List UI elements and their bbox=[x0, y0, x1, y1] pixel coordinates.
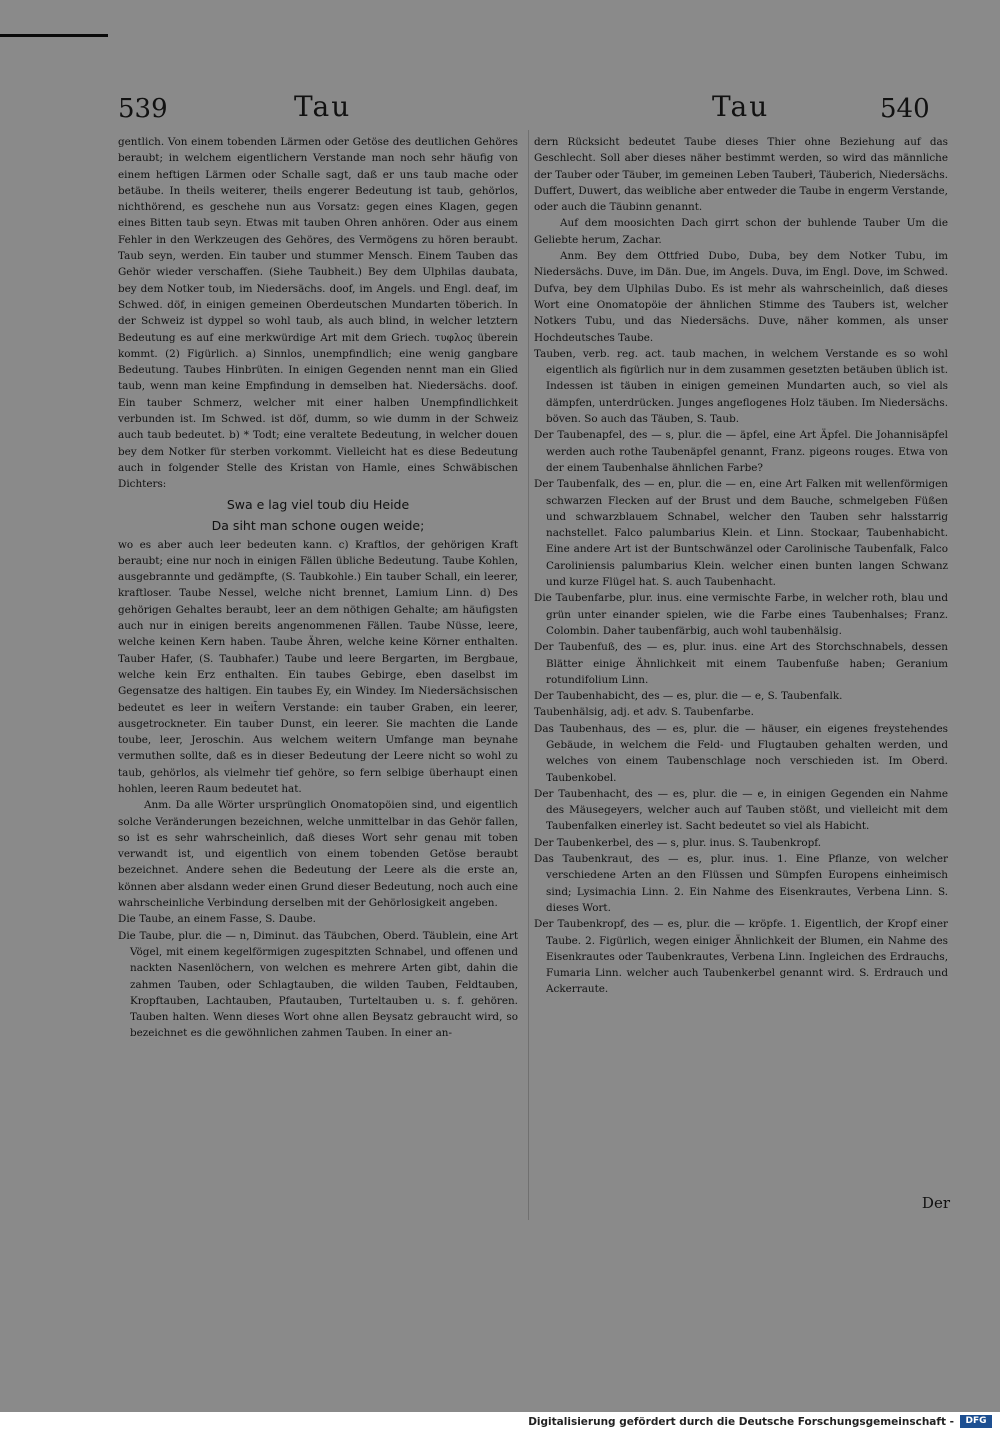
catchword: Der bbox=[921, 1194, 950, 1212]
quote: Auf dem moosichten Dach girrt schon der buhlende Tauber Um die Geliebte herum, Zachar. bbox=[534, 217, 948, 246]
entry: Das Taubenhaus, des — es, plur. die — häuser, ein eigenes freystehendes Gebäude, in welchem die Feld- und Flugtauben gehalten werden, und welches von einem Taubenschlage noch verschieden ist. Im Oberd. Taubenkobel. bbox=[534, 722, 948, 784]
paragraph: wo es aber auch leer bedeuten kann. c) Kraftlos, der gehörigen Kraft beraubt; eine nur noch in einigen Fällen übliche Bedeutung. Taube Kohlen, ausgebrannte und gedämpfte, (S. Taubkohle.) Ein tauber Schall, ein leerer, kraftloser. Taube Nessel, welche nicht brennet, Lamium Linn. d) Des gehörigen Gehaltes beraubt, leer an dem nöthigen Gehalte; am häufigsten auch nur in einigen bereits angenommenen Fällen. Taube Nüsse, leere, welche keinen Kern haben. Taube Ähren, welche keine Körner enthalten. Tauber Hafer, (S. Taubhafer.) Taube und leere Bergarten, im Bergbaue, welche kein Erz enthalten. Ein taubes Gebirge, eben daselbst im Gegensatze des haltigen. Ein taubes Ey, ein Windey. Im Niedersächsischen bedeutet es leer in weit̄ern Verstande: ein tauber Graben, ein leerer, ausgetrockneter. Ein tauber Dunst, ein leerer. Sie machten die Lande toube, leer, Jeroschin. Aus welchem weitern Umfange man beynahe vermuthen sollte, daß es in dieser Bedeutung der Leere nicht so wohl zu taub, gehörlos, als vielmehr tief gehöre, so fern selbige überhaupt einen hohlen, leeren Raum bedeutet hat. bbox=[118, 538, 518, 795]
note-paragraph: Anm. Bey dem Ottfried Dubo, Duba, bey dem Notker Tubu, im Niedersächs. Duve, im Dän. Due, im Angels. Duva, im Engl. Dove, im Schwed. Dufva, bey dem Ulphilas Dubo. Es ist mehr als wahrscheinlich, daß dieses Wort eine Onomatopöie der ähnlichen Stimme des Taubers ist, welcher Notkers Tubu, und das Niedersächs. Duve, näher kommen, als unser Hochdeutsches Taube. bbox=[534, 250, 948, 344]
verse-line: Da siht man schone ougen weide; bbox=[211, 517, 425, 533]
entry: Der Taubenhacht, des — es, plur. die — e, in einigen Gegenden ein Nahme des Mäusegeyers, welcher auch auf Tauben stößt, und vielleicht mit dem Taubenfalken einerley ist. Sacht bedeutet so viel als Habicht. bbox=[534, 787, 948, 833]
dfg-logo-icon: DFG bbox=[960, 1415, 992, 1428]
right-column bbox=[534, 134, 948, 998]
entry: Das Taubenkraut, des — es, plur. inus. 1. Eine Pflanze, von welcher verschiedene Arten an den Flüssen und Sümpfen Europens einheimisch sind; Lysimachia Linn. 2. Ein Nahme des Eisenkrautes, Verbena Linn. S. dieses Wort. bbox=[534, 853, 948, 914]
entry: Tauben, verb. reg. act. taub machen, in welchem Verstande es so wohl eigentlich als figürlich nur in dem zusammen gesetzten betäuben üblich ist. Indessen ist täuben in einigen gemeinen Mundarten auch, so viel als dämpfen, unterdrücken. Junges angeflogenes Holz täuben. Im Niedersächs. böven. So auch das Täuben, S. Taub. bbox=[534, 347, 948, 426]
entry: Der Taubenfuß, des — es, plur. inus. eine Art des Storchschnabels, dessen Blätter einige Ähnlichkeit mit einem Taubenfuße haben; Geranium rotundifolium Linn. bbox=[534, 641, 948, 686]
entry: Die Taube, an einem Fasse, S. Daube. bbox=[118, 913, 316, 926]
entry: Taubenhälsig, adj. et adv. S. Taubenfarbe. bbox=[534, 706, 754, 719]
paragraph: gentlich. Von einem tobenden Lärmen oder Getöse des deutlichen Gehöres beraubt; in welchem eigentlichern Verstande man noch sehr häufig von einem heftigen Lärmen oder Schalle sagt, daß er uns taub mache oder betäube. In theils weiterer, theils engerer Bedeutung ist taub, gehörlos, nichthörend, es geschehe nun aus Vorsatz: gegen eines Klagen, gegen eines Bitten taub seyn. Etwas mit tauben Ohren anhören. Oder aus einem Fehler in den Werkzeugen des Gehöres, des Vermögens zu hören beraubt. Taub seyn, werden. Ein tauber und stummer Mensch. Einem Tauben das Gehör wieder verschaffen. (Siehe Taubheit.) Bey dem Ulphilas daubata, bey dem Notker toub, im Niedersächs. doof, im Angels. und Engl. deaf, im Schwed. döf, in einigen gemeinen Oberdeutschen Mundarten töberich. In der Schweiz ist dyppel so wohl taub, als auch blind, in welcher letztern Bedeutung es auf eine merkwürdige Art mit dem Griech. τυφλος überein kommt. (2) Figürlich. a) Sinnlos, unempfindlich; eine wenig gangbare Bedeutung. Taubes Hinbrüten. In einigen Gegenden nennt man ein Glied taub, wenn man keine Empfindung in demselben hat. Niedersächs. doof. Ein tauber Schmerz, welcher mit einer halben Unempfindlichkeit verbunden ist. Im Schwed. ist döf, dumm, so wie dumm in der Schweiz auch taub bedeutet. b) * Todt; eine veraltete Bedeutung, in welcher douen bey dem Notker für sterben vorkommt. Vielleicht hat es diese Bedeutung auch in folgender Stelle des Kristan von Hamle, eines Schwäbischen Dichters: bbox=[118, 136, 518, 491]
entry: Der Taubenfalk, des — en, plur. die — en, eine Art Falken mit wellenförmigen schwarzen Flecken auf der Brust und dem Bauche, schmelgeben Füßen und schwarzblauem Schnabel, welcher den Tauben sehr halsstarrig nachstellet. Falco palumbarius Klein. et Linn. Stockaar, Taubenhabicht. Eine andere Art ist der Buntschwänzel oder Carolinische Taubenfalk, Falco Caroliniensis palumbarius Klein. welcher einen bunten langen Schwanz und kurze Flügel hat. S. auch Taubenhacht. bbox=[534, 478, 948, 589]
entry: Der Taubenkropf, des — es, plur. die — kröpfe. 1. Eigentlich, der Kropf einer Taube. 2. Figürlich, wegen einiger Ähnlichkeit der Blumen, ein Nahme des Eisenkrautes oder Taubenkrautes, Verbena Linn. Ingleichen des Erdrauchs, Fumaria Linn. welcher auch Taubenkerbel genannt wird. S. Erdrauch und Ackerraute. bbox=[534, 918, 948, 996]
left-column bbox=[118, 134, 518, 1042]
entry: Der Taubenkerbel, des — s, plur. inus. S. Taubenkropf. bbox=[534, 836, 822, 849]
entry: Die Taube, plur. die — n, Diminut. das Täubchen, Oberd. Täublein, eine Art Vögel, mit einem kegelförmigen zugespitzten Schnabel, und offenen und nackten Nasenlöchern, von welchen es mehrere Arten gibt, dahin die zahmen Tauben, oder Schlagtauben, die wilden Tauben, Feldtauben, Kropftauben, Lachtauben, Pfautauben, Turteltauben u. s. f. gehören. Tauben halten. Wenn dieses Wort ohne allen Beysatz gebraucht wird, so bezeichnet es die gewöhnlichen zahmen Tauben. In einer an- bbox=[118, 929, 518, 1040]
verse-line: Swa e lag viel toub diu Heide bbox=[226, 496, 410, 512]
right-running-head: Tau bbox=[712, 90, 770, 123]
left-running-head: Tau bbox=[294, 90, 352, 123]
top-rule bbox=[0, 34, 108, 37]
entry: Der Taubenhabicht, des — es, plur. die — e, S. Taubenfalk. bbox=[534, 690, 843, 703]
column-gutter bbox=[528, 130, 529, 1220]
paragraph: dern Rücksicht bedeutet Taube dieses Thier ohne Beziehung auf das Geschlecht. Soll aber dieses näher bestimmt werden, so wird das männliche der Tauber oder Täuber, im gemeinen Leben Tauberł, Täuberich, Niedersächs. Duffert, Duwert, das weibliche aber entweder die Taube in engerm Verstande, oder auch die Täubinn genannt. bbox=[534, 136, 948, 214]
left-page-number: 539 bbox=[118, 94, 168, 124]
note-paragraph: Anm. Da alle Wörter ursprünglich Onomatopöien sind, und eigentlich solche Veränderungen bezeichnen, welche unmittelbar in das Gehör fallen, so ist es sehr wahrscheinlich, daß dieses Wort sehr genau mit toben verwandt ist, und eigentlich von einem tobenden Getöse beraubt bezeichnet. Andere sehen die Bedeutung der Leere als die erste an, können aber alsdann weder einen Grund dieser Bedeutung, noch auch eine wahrscheinliche Verbindung derselben mit der Gehörlosigkeit angeben. bbox=[118, 799, 518, 910]
right-page-number: 540 bbox=[880, 94, 930, 124]
footer-bar bbox=[0, 1412, 1000, 1432]
entry: Der Taubenapfel, des — s, plur. die — äpfel, eine Art Äpfel. Die Johannisäpfel werden auch rothe Taubenäpfel genannt, Franz. pigeons rouges. Etwa von der einem Taubenhalse ähnlichen Farbe? bbox=[534, 429, 948, 474]
entry: Die Taubenfarbe, plur. inus. eine vermischte Farbe, in welcher roth, blau und grün unter einander spielen, wie die Farbe eines Taubenhalses; Franz. Colombin. Daher taubenfärbig, auch wohl taubenhälsig. bbox=[534, 592, 948, 637]
funding-credit: Digitalisierung gefördert durch die Deutsche Forschungsgemeinschaft - bbox=[528, 1416, 954, 1428]
